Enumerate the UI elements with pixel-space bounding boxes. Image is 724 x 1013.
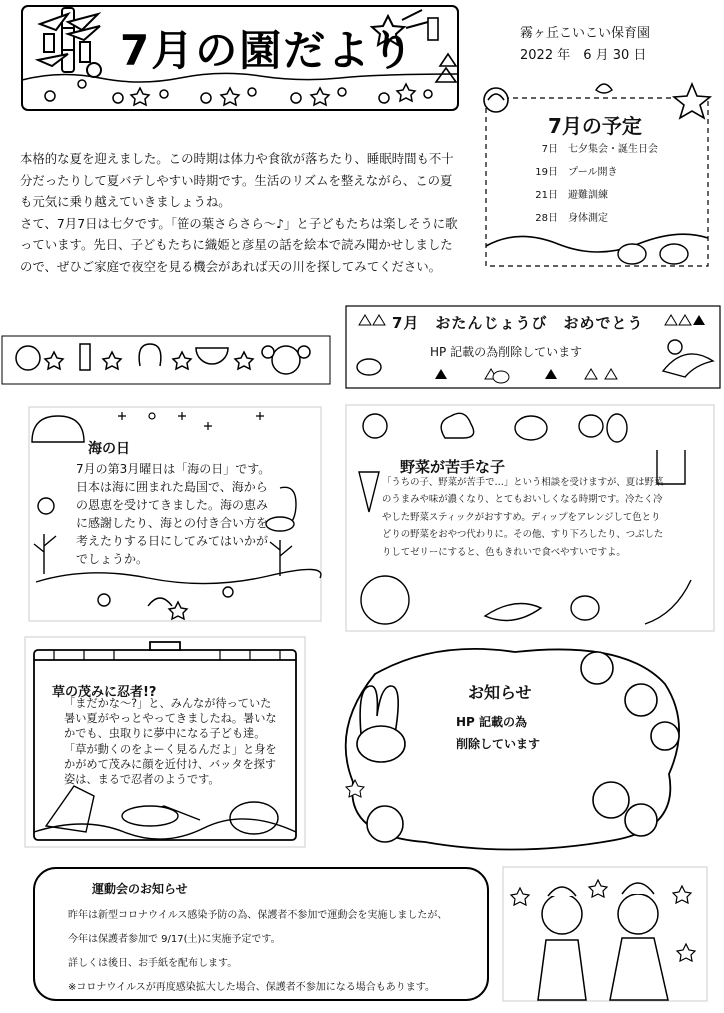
pumpkin-icon	[515, 416, 547, 440]
issue-date: 2022 年 6 月 30 日	[520, 48, 647, 63]
child-face-icon	[361, 576, 409, 624]
bear-icon	[593, 782, 629, 818]
schedule-row	[528, 209, 608, 224]
morning-glory-icon	[625, 684, 657, 716]
undokai-line: 今年は保護者参加で 9/17(土)に実施予定です。	[68, 934, 281, 945]
schedule-row	[528, 140, 658, 155]
undokai-title: 運動会のお知らせ	[92, 882, 188, 896]
morning-glory-icon	[367, 806, 403, 842]
tomato-icon	[579, 415, 603, 437]
school-name: 霧ヶ丘こいこい保育園	[520, 26, 651, 41]
kusa-title: 草の茂みに忍者!?	[52, 685, 157, 700]
undokai-line: 詳しくは後日、お手紙を配布します。	[68, 958, 238, 969]
umi-no-hi-body: 7月の第3月曜日は「海の日」です。日本は海に囲まれた島国で、海からの恩恵を受けてきました。海の恵みに感謝したり、海との付き合い方を考えたりする日にしてみてはいかがでしょうか。	[76, 462, 271, 566]
yasai-body: 「うちの子、野菜が苦手で…」という相談を受けますが、夏は野菜のうまみや味が濃くなり、とてもおいしくなる時期です。冷たく冷やした野菜スティックがおすすめ。ディップをアレンジして色とりどりの野菜をおやつ代わりに。その他、すり下ろしたり、つぶしたりしてゼリーにすると、色もきれいで食べやすいですよ。	[382, 477, 664, 558]
eggplant-icon	[607, 414, 627, 442]
shell-icon	[38, 498, 54, 514]
schedule-event: 身体測定	[568, 213, 608, 224]
tanzaku-icon	[80, 344, 90, 370]
onion-icon	[363, 414, 387, 438]
crab-icon	[357, 359, 381, 375]
schedule-event: 七夕集会・誕生日会	[568, 144, 658, 155]
birthday-note: HP 記載の為削除しています	[430, 345, 583, 359]
schedule-date: 21日	[535, 190, 558, 201]
octopus-icon	[139, 344, 161, 366]
tanabata-couple-illustration	[502, 866, 708, 1002]
girl-face-icon	[272, 346, 300, 374]
morning-glory-icon	[651, 722, 679, 750]
schedule-date: 19日	[535, 167, 558, 178]
pepper-icon	[571, 596, 599, 620]
schedule-frame	[478, 78, 716, 278]
oshirase-body	[456, 712, 540, 755]
morning-glory-icon	[625, 804, 657, 836]
schedule-row	[528, 163, 618, 178]
undokai-line: ※コロナウイルスが再度感染拡大した場合、保護者不参加になる場合もあります。	[68, 982, 435, 993]
schedule-date: 28日	[535, 213, 558, 224]
kusa-body: 「まだかな〜?」と、みんなが待っていた暑い夏がやっとやってきましたね。暑いなかでも、虫取りに夢中になる子ども達。「草が動くのをよーく見るんだよ」と身をかがめて茂みに顔を近付け、バッタを探す姿は、まるで忍者のようです。	[64, 697, 277, 787]
schedule-date: 7日	[541, 144, 558, 155]
shell-icon	[484, 88, 508, 112]
undokai-line: 昨年は新型コロナウイルス感染予防の為、保護者不参加で運動会を実施しましたが、	[68, 910, 448, 921]
intro-paragraph-1: 本格的な夏を迎えました。この時期は体力や食欲が落ちたり、睡眠時間も不十分だったりして夏バテしやすい時期です。生活のリズムを整えながら、この夏も元気に乗り越えていきましょうね。	[20, 151, 454, 210]
intro-text	[20, 148, 460, 277]
smiley-icon	[16, 346, 40, 370]
schedule-title: 7月の予定	[548, 114, 642, 138]
orihime-icon	[618, 894, 658, 934]
oshirase-line-1: HP 記載の為	[456, 715, 528, 729]
birthday-title: 7月 おたんじょうび おめでとう	[392, 314, 644, 332]
summer-icons-strip	[0, 334, 340, 386]
oshirase-line-2: 削除しています	[456, 736, 541, 751]
shell-icon	[493, 371, 509, 383]
umi-no-hi-title: 海の日	[88, 441, 130, 457]
yasai-title: 野菜が苦手な子	[400, 458, 506, 476]
schedule-event: プール開き	[568, 167, 618, 178]
schedule-row	[528, 186, 608, 201]
schedule-event: 避難訓練	[568, 190, 608, 201]
morning-glory-icon	[581, 652, 613, 684]
hikoboshi-icon	[542, 894, 582, 934]
intro-paragraph-2: さて、7月7日は七夕です。「笹の葉さらさら〜♪」と子どもたちは楽しそうに歌っています。先日、子どもたちに織姫と彦星の話を絵本で読み聞かせしましたので、ぜひご家庭で夜空を見る機会があれば天の川を探してみてください。	[20, 215, 458, 274]
oshirase-title: お知らせ	[468, 683, 532, 702]
newsletter-title: 7月の園だより	[120, 26, 416, 75]
